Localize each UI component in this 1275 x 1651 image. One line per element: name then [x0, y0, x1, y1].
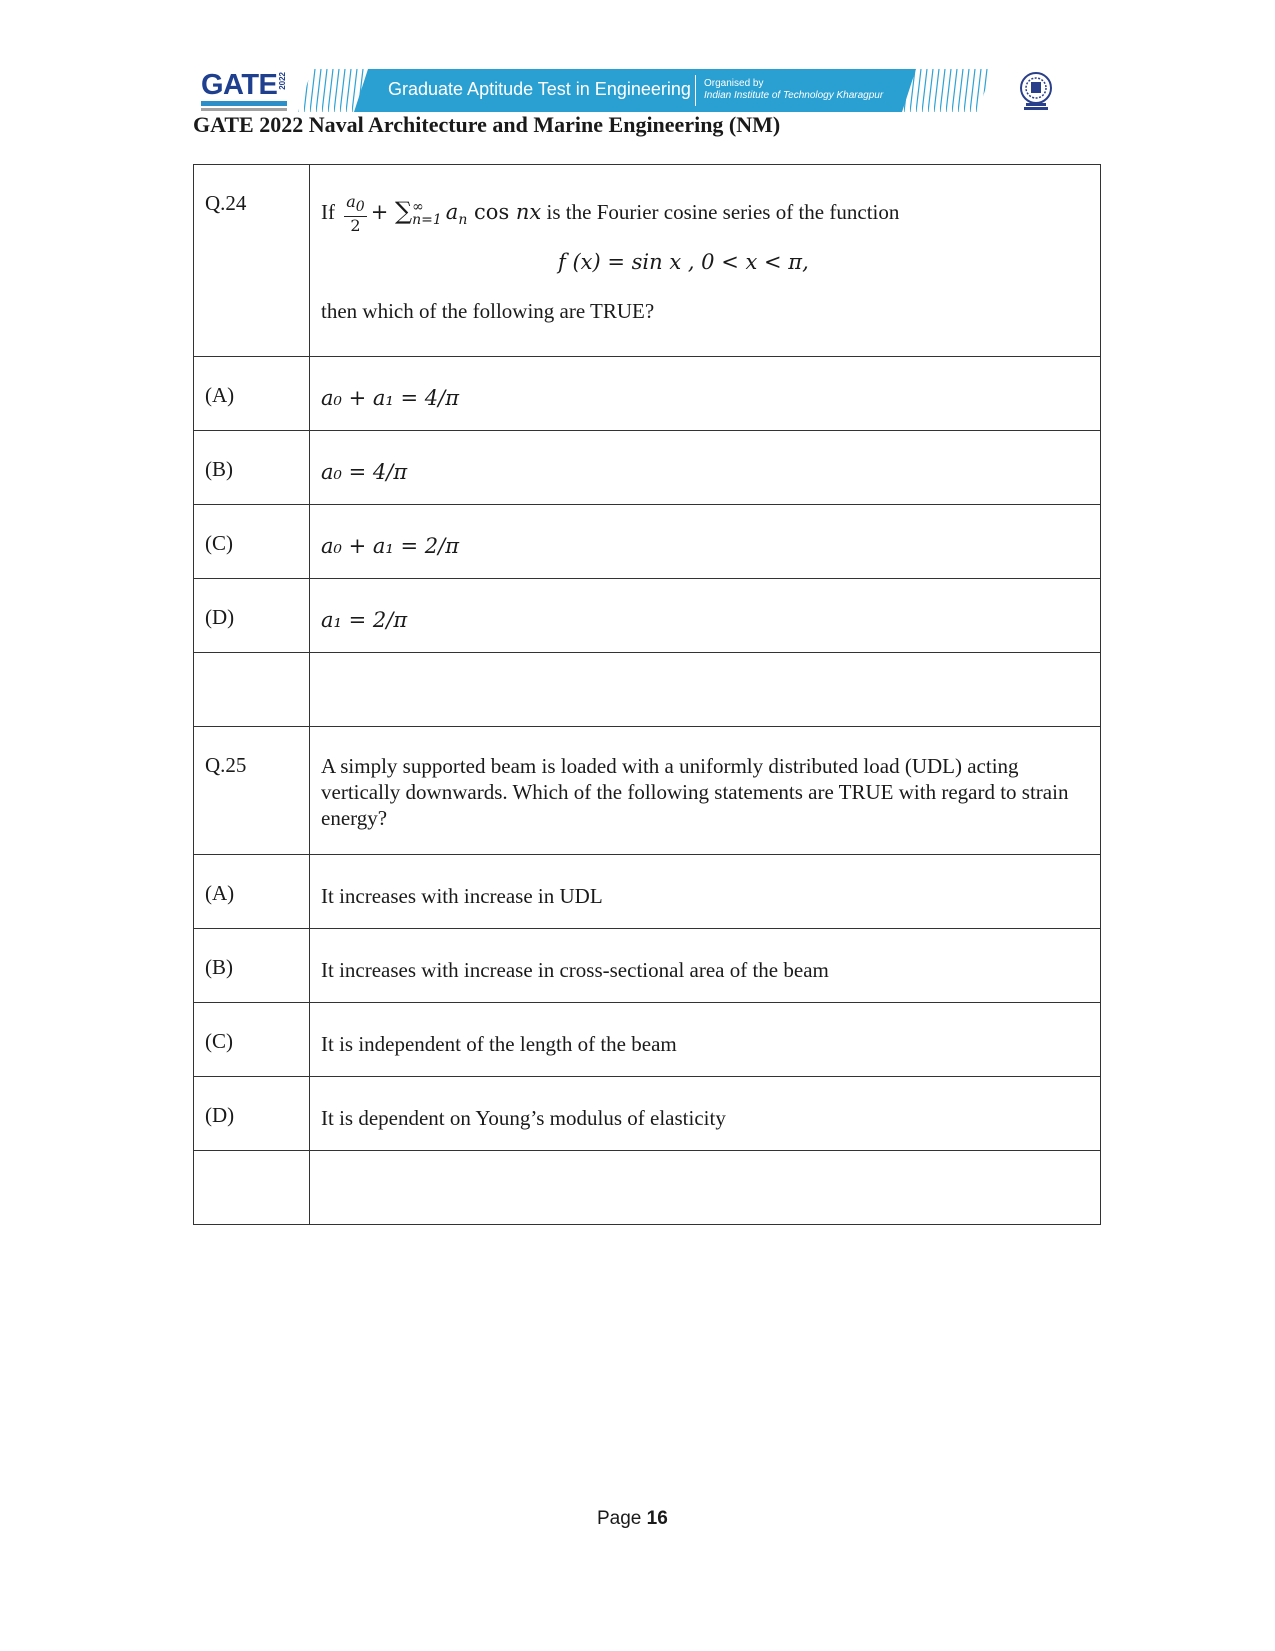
empty-cell: [194, 653, 310, 726]
option-row: [194, 357, 1101, 431]
logo-year: 2022: [278, 72, 287, 90]
option-text: It is dependent on Young’s modulus of elasticity: [310, 1077, 1101, 1150]
iit-kgp-emblem-icon: [1016, 70, 1056, 112]
option-row: [194, 1003, 1101, 1077]
series-line: [321, 193, 1090, 234]
organiser-name: Indian Institute of Technology Kharagpur: [704, 90, 884, 101]
empty-cell: [310, 1151, 1101, 1224]
option-row: [194, 929, 1101, 1003]
option-row: [194, 431, 1101, 505]
empty-cell: [194, 1151, 310, 1224]
option-text: a₀ + a₁ = 2/π: [310, 505, 1101, 578]
option-label: (C): [194, 505, 310, 578]
question-row-q25: [194, 727, 1101, 855]
option-text: It increases with increase in UDL: [310, 855, 1101, 928]
logo-hindi-line: [201, 108, 287, 111]
banner-title: Graduate Aptitude Test in Engineering: [388, 79, 691, 99]
option-text: It is independent of the length of the beam: [310, 1003, 1101, 1076]
option-label: (A): [194, 855, 310, 928]
option-label: (D): [194, 579, 310, 652]
organised-by-label: Organised by: [704, 78, 764, 89]
if-word: If: [321, 200, 335, 225]
option-label: (D): [194, 1077, 310, 1150]
gate-logo: [201, 70, 289, 112]
function-definition: f (x) = sin x , 0 < x < π,: [558, 250, 809, 274]
banner-divider: [695, 75, 696, 106]
question-number: Q.25: [194, 727, 310, 854]
option-label: (A): [194, 357, 310, 430]
empty-row: [194, 1151, 1101, 1225]
page-number-value: 16: [646, 1508, 668, 1529]
option-row: [194, 855, 1101, 929]
document-title: GATE 2022 Naval Architecture and Marine Engineering (NM): [193, 112, 781, 137]
option-row: [194, 1077, 1101, 1151]
option-text: a₁ = 2/π: [310, 579, 1101, 652]
question-row-q24: [194, 165, 1101, 357]
logo-stripe: [201, 101, 287, 106]
question-body: [310, 165, 1101, 356]
question-text: A simply supported beam is loaded with a uniformly distributed load (UDL) acting vertically downwards. Which of the following statements are TRUE with regard to strain energy?: [310, 727, 1101, 854]
question-tail: then which of the following are TRUE?: [321, 299, 655, 323]
option-label: (B): [194, 431, 310, 504]
page-word: Page: [597, 1508, 642, 1529]
series-description: is the Fourier cosine series of the function: [546, 200, 900, 225]
option-row: [194, 505, 1101, 579]
empty-cell: [310, 653, 1101, 726]
option-row: [194, 579, 1101, 653]
logo-text: GATE: [201, 69, 278, 101]
question-table: [193, 164, 1101, 1225]
option-label: (C): [194, 1003, 310, 1076]
header-banner: [298, 69, 992, 112]
page-number: [597, 1508, 668, 1530]
option-label: (B): [194, 929, 310, 1002]
option-text: a₀ = 4/π: [310, 431, 1101, 504]
empty-row: [194, 653, 1101, 727]
option-text: It increases with increase in cross-sectional area of the beam: [310, 929, 1101, 1002]
series-expression: $\frac{a_0}{2}$ + ∑ ∞ n=1 $a_n$ cos nx: [346, 192, 542, 236]
question-number: Q.24: [194, 165, 310, 356]
option-text: a₀ + a₁ = 4/π: [310, 357, 1101, 430]
